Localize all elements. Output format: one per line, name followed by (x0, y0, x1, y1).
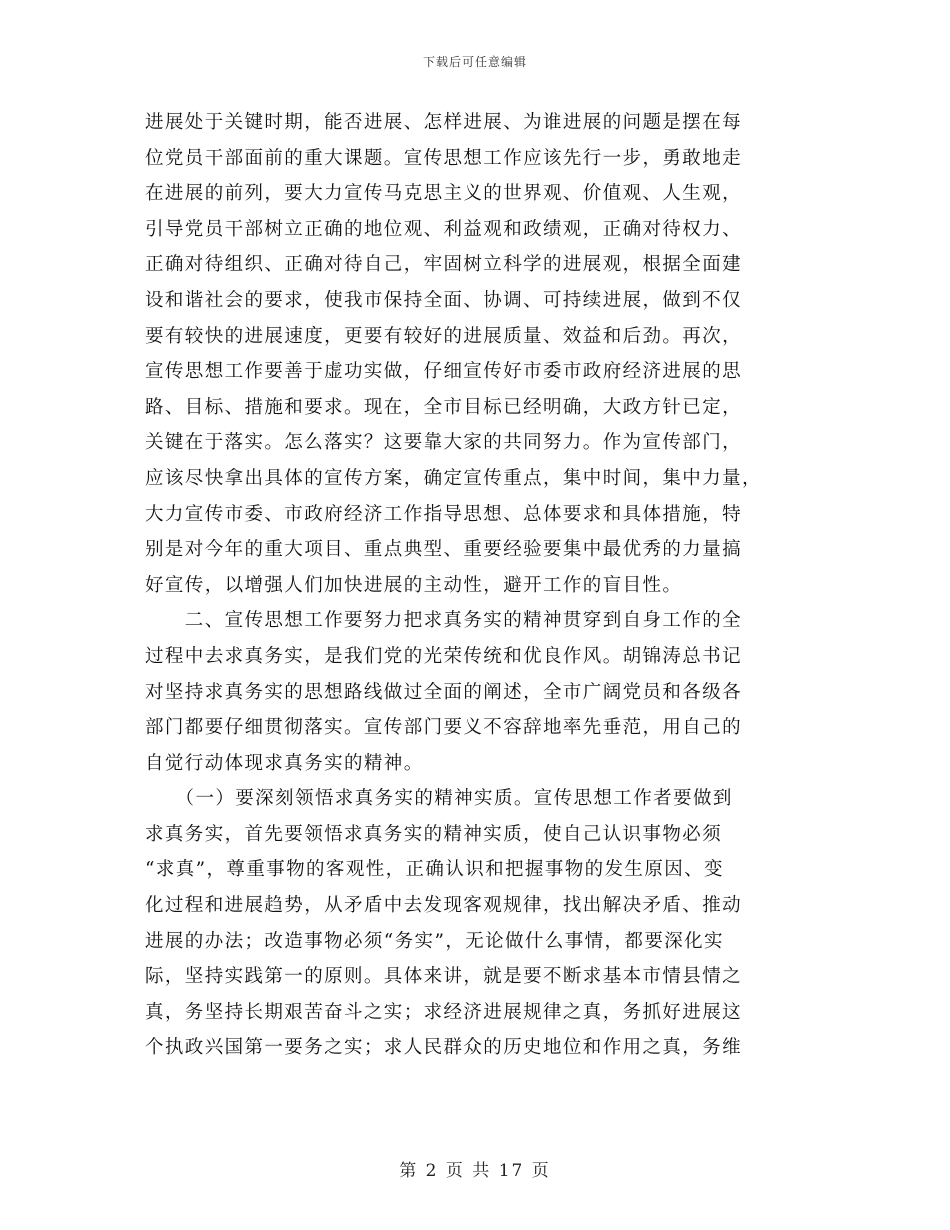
text-line: 真，务坚持长期艰苦奋斗之实；求经济进展规律之真，务抓好进展这 (145, 1001, 743, 1023)
text-line: 应该尽快拿出具体的宣传方案，确定宣传重点，集中时间，集中力量， (145, 467, 762, 489)
text-line: 引导党员干部树立正确的地位观、利益观和政绩观，正确对待权力、 (145, 218, 743, 240)
body-text (145, 105, 825, 1066)
text-line: （一）要深刻领悟求真务实的精神实质。宣传思想工作者要做到 (145, 788, 733, 810)
text-line: 位党员干部面前的重大课题。宣传思想工作应该先行一步，勇敢地走 (145, 147, 743, 169)
text-line: 别是对今年的重大项目、重点典型、重要经验要集中最优秀的力量搞 (145, 539, 743, 561)
text-line: 求真务实，首先要领悟求真务实的精神实质，使自己认识事物必须 (145, 823, 723, 845)
text-line: 化过程和进展趋势，从矛盾中去发现客观规律，找出解决矛盾、推动 (145, 895, 743, 917)
text-line: 进展的办法；改造事物必须“务实”，无论做什么事情，都要深化实 (145, 930, 724, 952)
text-line: 设和谐社会的要求，使我市保持全面、协调、可持续进展，做到不仅 (145, 289, 743, 311)
text-line: 二、宣传思想工作要努力把求真务实的精神贯穿到自身工作的全 (145, 610, 743, 632)
text-line: 关键在于落实。怎么落实？这要靠大家的共同努力。作为宣传部门， (145, 432, 743, 454)
text-line: 过程中去求真务实，是我们党的光荣传统和优良作风。胡锦涛总书记 (145, 645, 743, 667)
text-line: 大力宣传市委、市政府经济工作指导思想、总体要求和具体措施，特 (145, 503, 743, 525)
text-line: “求真”，尊重事物的客观性，正确认识和把握事物的发生原因、变 (145, 859, 724, 881)
page-footer: 第 2 页 共 17 页 (399, 1161, 551, 1181)
text-line: 正确对待组织、正确对待自己，牢固树立科学的进展观，根据全面建 (145, 254, 743, 276)
text-line: 进展处于关键时期，能否进展、怎样进展、为谁进展的问题是摆在每 (145, 112, 743, 133)
text-line: 要有较快的进展速度，更要有较好的进展质量、效益和后劲。再次， (145, 325, 743, 347)
text-line: 对坚持求真务实的思想路线做过全面的阐述，全市广阔党员和各级各 (145, 681, 743, 703)
text-line: 自觉行动体现求真务实的精神。 (145, 752, 424, 774)
text-line: 路、目标、措施和要求。现在，全市目标已经明确，大政方针已定， (145, 396, 743, 418)
text-line: 宣传思想工作要善于虚功实做，仔细宣传好市委市政府经济进展的思 (145, 361, 743, 383)
text-line: 个执政兴国第一要务之实；求人民群众的历史地位和作用之真，务维 (145, 1037, 743, 1059)
text-line: 好宣传，以增强人们加快进展的主动性，避开工作的盲目性。 (145, 574, 683, 596)
text-line: 际，坚持实践第一的原则。具体来讲，就是要不断求基本市情县情之 (145, 966, 743, 988)
text-line: 在进展的前列，要大力宣传马克思主义的世界观、价值观、人生观， (145, 183, 743, 205)
text-line: 部门都要仔细贯彻落实。宣传部门要义不容辞地率先垂范，用自己的 (145, 717, 743, 739)
page-header: 下载后可任意编辑 (422, 55, 527, 69)
